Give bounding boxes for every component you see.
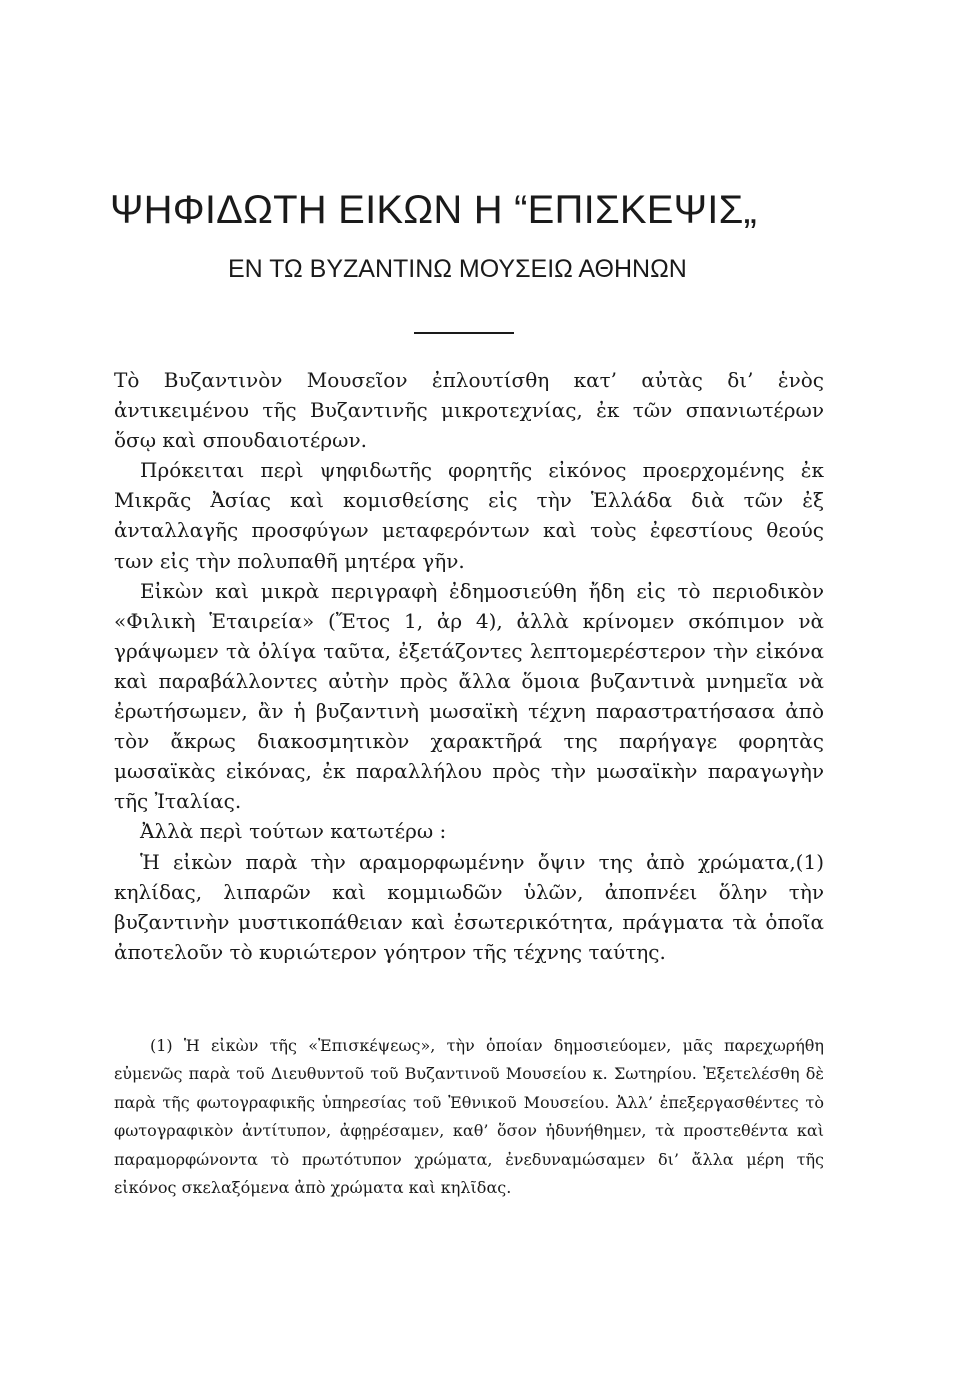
article-body bbox=[114, 365, 824, 967]
body-paragraph: Ἡ εἰκὼν παρὰ τὴν αραμορφωμένην ὄψιν της ἀπὸ χρώματα,(1) κηλίδας, λιπαρῶν καὶ κομμιωδῶν ὑλῶν, ἀποπνέει ὅλην τὴν βυζαντινὴν μυστικοπάθειαν καὶ ἐσωτερικότητα, πράγματα τὰ ὁποῖα ἀποτελοῦν τὸ κυριώτερον γόητρον τῆς τέχνης ταύτης. bbox=[114, 849, 824, 964]
footnotes bbox=[114, 1032, 824, 1202]
body-paragraph: Ἀλλὰ περὶ τούτων κατωτέρω : bbox=[140, 819, 447, 844]
body-paragraph: Πρόκειται περὶ ψηφιδωτῆς φορητῆς εἰκόνος προερχομένης ἐκ Μικρᾶς Ἀσίας καὶ κομισθείσης εἰς τὴν Ἑλλάδα διὰ τῶν ἐξ ἀνταλλαγῆς προσφύγων μεταφερόντων καὶ τοὺς ἐφεστίους θεούς των εἰς τὴν πολυπαθῆ μητέρα γῆν. bbox=[114, 458, 824, 573]
footnote-1: (1) Ἡ εἰκὼν τῆς «Ἐπισκέψεως», τὴν ὁποίαν δημοσιεύομεν, μᾶς παρεχωρήθη εὐμενῶς παρὰ τοῦ Διευθυντοῦ τοῦ Βυζαντινοῦ Μουσείου κ. Σωτηρίου. Ἐξετελέσθη δὲ παρὰ τῆς φωτογραφικῆς ὑπηρεσίας τοῦ Ἐθνικοῦ Μουσείου. Ἀλλ’ ἐπεξεργασθέντες τὸ φωτογραφικὸν ἀντίτυπον, ἀφῃρέσαμεν, καθ’ ὅσον ἠδυνήθημεν, τὰ προστεθέντα καὶ παραμορφώνοντα τὸ πρωτότυπον χρώματα, ἐνεδυναμώσαμεν δι’ ἄλλα μέρη τῆς εἰκόνος σκελαξόμενα ἀπὸ χρώματα καὶ κηλῖδας. bbox=[114, 1036, 824, 1198]
body-paragraph: Εἰκὼν καὶ μικρὰ περιγραφὴ ἐδημοσιεύθη ἤδη εἰς τὸ περιοδικὸν «Φιλικὴ Ἑταιρεία» (Ἔτος 1, ἀρ 4), ἀλλὰ κρίνομεν σκόπιμον νὰ γράψωμεν τὰ ὀλίγα ταῦτα, ἐξετάζοντες λεπτομερέστερον τὴν εἰκόνα καὶ παραβάλλοντες αὐτὴν πρὸς ἄλλα ὅμοια βυζαντινὰ μνημεῖα νὰ ἐρωτήσωμεν, ἂν ἡ βυζαντινὴ μωσαϊκὴ τέχνη παραστρατήσασα ἀπὸ τὸν ἄκρως διακοσμητικὸν χαρακτῆρά της παρήγαγε φορητὰς μωσαϊκὰς εἰκόνας, ἐκ παραλλήλου πρὸς τὴν μωσαϊκὴν παραγωγὴν τῆς Ἰταλίας. bbox=[114, 578, 824, 814]
article-title: ΨΗΦΙΔΩΤΗ ΕΙΚΩΝ Η “ΕΠΙΣΚΕΨΙΣ„ bbox=[110, 188, 758, 232]
body-paragraph: Τὸ Βυζαντινὸν Μουσεῖον ἐπλουτίσθη κατ’ αὐτὰς δι’ ἑνὸς ἀντικειμένου τῆς Βυζαντινῆς μικροτεχνίας, ἐκ τῶν σπανιωτέρων ὅσῳ καὶ σπουδαιοτέρων. bbox=[114, 368, 824, 453]
article-subtitle: ΕΝ ΤΩ ΒΥΖΑΝΤΙΝΩ ΜΟΥΣΕΙΩ ΑΘΗΝΩΝ bbox=[228, 255, 687, 283]
title-divider bbox=[414, 332, 514, 334]
